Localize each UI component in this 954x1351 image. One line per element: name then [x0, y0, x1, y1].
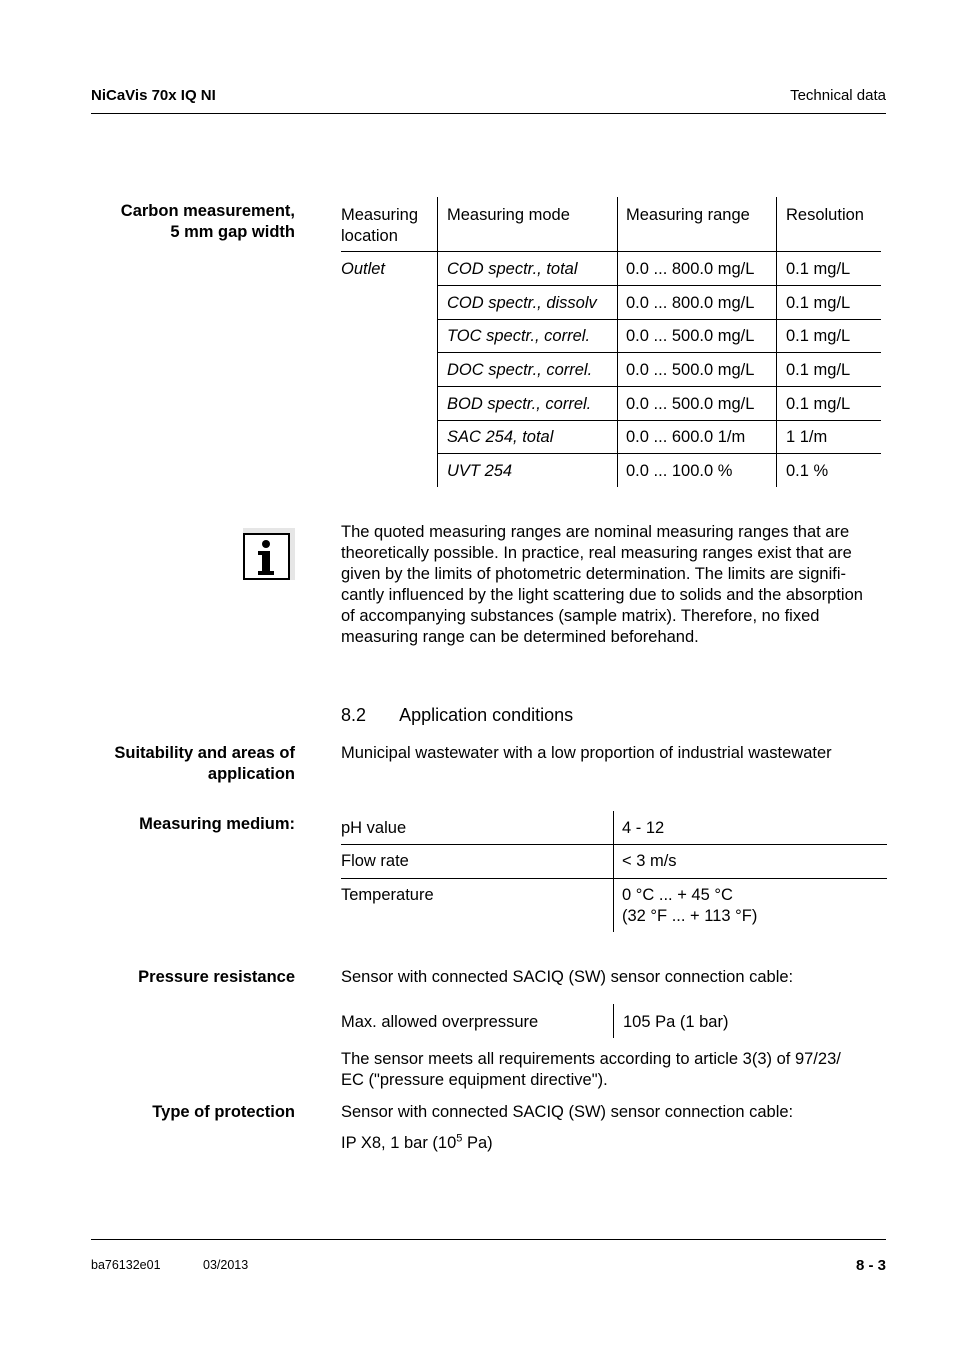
- resolution-cell: 0.1 mg/L: [786, 361, 851, 379]
- section-heading: [341, 705, 573, 726]
- section-title: Application conditions: [399, 705, 574, 725]
- note-line: measuring range can be determined beforehand.: [341, 628, 699, 646]
- col-header-location-line2: location: [341, 227, 398, 245]
- medium-name-cell: pH value: [341, 819, 407, 837]
- footer-doc-id: ba76132e01: [91, 1258, 161, 1272]
- mode-cell: UVT 254: [447, 462, 513, 480]
- table-vline: [613, 1004, 614, 1038]
- footer-rule: [91, 1239, 886, 1240]
- protection-value-prefix: IP X8, 1 bar (10: [341, 1134, 457, 1152]
- suitability-label-line1: Suitability and areas of: [114, 744, 295, 762]
- note-line: given by the limits of photometric determination. The limits are signifi-: [341, 565, 846, 583]
- mode-cell: TOC spectr., correl.: [447, 327, 591, 345]
- resolution-cell: 0.1 mg/L: [786, 327, 851, 345]
- table-row-rule: [438, 352, 881, 353]
- note-line: The quoted measuring ranges are nominal measuring ranges that are: [341, 523, 850, 541]
- section-number: 8.2: [341, 705, 367, 725]
- note-line: theoretically possible. In practice, real measuring ranges exist that are: [341, 544, 852, 562]
- protection-intro: Sensor with connected SACIQ (SW) sensor connection cable:: [341, 1103, 794, 1121]
- location-cell: Outlet: [341, 260, 386, 278]
- table-header-rule: [341, 251, 881, 252]
- pressure-name-cell: Max. allowed overpressure: [341, 1013, 539, 1031]
- table-row-rule: [341, 844, 887, 845]
- medium-value-line: (32 °F ... + 113 °F): [622, 907, 758, 925]
- medium-value-line: 0 °C ... + 45 °C: [622, 886, 733, 904]
- carbon-label-line2: 5 mm gap width: [170, 223, 295, 241]
- table-vline: [776, 197, 777, 487]
- pressure-note: [341, 1049, 841, 1091]
- header-rule: [91, 113, 886, 114]
- table-row-rule: [438, 386, 881, 387]
- protection-value-exponent: 5: [456, 1132, 463, 1145]
- mode-cell: DOC spectr., correl.: [447, 361, 593, 379]
- col-header-location-line1: Measuring: [341, 206, 419, 224]
- range-cell: 0.0 ... 100.0 %: [626, 462, 733, 480]
- resolution-cell: 0.1 %: [786, 462, 829, 480]
- range-cell: 0.0 ... 500.0 mg/L: [626, 361, 755, 379]
- suitability-label: [114, 743, 295, 785]
- col-header-resolution: Resolution: [786, 206, 864, 224]
- resolution-cell: 0.1 mg/L: [786, 395, 851, 413]
- note-line: cantly influenced by the light scattering due to solids and the absorption: [341, 586, 863, 604]
- carbon-label-line1: Carbon measurement,: [120, 202, 295, 220]
- info-icon: [243, 528, 295, 580]
- col-header-mode: Measuring mode: [447, 206, 570, 224]
- medium-label: Measuring medium:: [139, 815, 295, 833]
- medium-name-cell: Flow rate: [341, 852, 409, 870]
- suitability-text: Municipal wastewater with a low proportion of industrial wastewater: [341, 744, 832, 762]
- protection-value: [341, 1133, 493, 1154]
- mode-cell: COD spectr., total: [447, 260, 578, 278]
- medium-value-cell: < 3 m/s: [622, 852, 677, 870]
- footer-date: 03/2013: [203, 1258, 249, 1272]
- table-row-rule: [438, 285, 881, 286]
- resolution-cell: 0.1 mg/L: [786, 260, 851, 278]
- pressure-label: Pressure resistance: [138, 968, 295, 986]
- table-row-rule: [438, 420, 881, 421]
- range-cell: 0.0 ... 800.0 mg/L: [626, 294, 755, 312]
- col-header-location: [341, 205, 418, 247]
- resolution-cell: 0.1 mg/L: [786, 294, 851, 312]
- page-number: 8 - 3: [855, 1257, 886, 1274]
- range-cell: 0.0 ... 500.0 mg/L: [626, 395, 755, 413]
- col-header-range: Measuring range: [626, 206, 750, 224]
- range-cell: 0.0 ... 600.0 1/m: [626, 428, 746, 446]
- mode-cell: COD spectr., dissolv: [447, 294, 597, 312]
- pressure-value-cell: 105 Pa (1 bar): [623, 1013, 729, 1031]
- pressure-note-line: EC ("pressure equipment directive").: [341, 1071, 608, 1089]
- table-vline: [613, 811, 614, 932]
- protection-label: Type of protection: [152, 1103, 295, 1121]
- mode-cell: BOD spectr., correl.: [447, 395, 592, 413]
- medium-value-cell: 4 - 12: [622, 819, 665, 837]
- header-chapter: Technical data: [790, 87, 886, 104]
- pressure-intro: Sensor with connected SACIQ (SW) sensor connection cable:: [341, 968, 794, 986]
- protection-value-suffix: Pa): [462, 1134, 493, 1152]
- table-row-rule: [438, 319, 881, 320]
- range-cell: 0.0 ... 500.0 mg/L: [626, 327, 755, 345]
- carbon-label: [121, 201, 295, 243]
- medium-name-cell: Temperature: [341, 886, 434, 904]
- pressure-note-line: The sensor meets all requirements according to article 3(3) of 97/23/: [341, 1050, 841, 1068]
- mode-cell: SAC 254, total: [447, 428, 554, 446]
- note-line: of accompanying substances (sample matrix). Therefore, no fixed: [341, 607, 820, 625]
- suitability-label-line2: application: [207, 765, 295, 783]
- resolution-cell: 1 1/m: [786, 428, 828, 446]
- table-vline: [437, 197, 438, 487]
- table-row-rule: [341, 878, 887, 879]
- table-vline: [617, 197, 618, 487]
- range-cell: 0.0 ... 800.0 mg/L: [626, 260, 755, 278]
- table-row-rule: [438, 453, 881, 454]
- header-title: NiCaVis 70x IQ NI: [91, 87, 216, 104]
- note-text: [341, 522, 863, 648]
- medium-value-cell: [622, 885, 757, 927]
